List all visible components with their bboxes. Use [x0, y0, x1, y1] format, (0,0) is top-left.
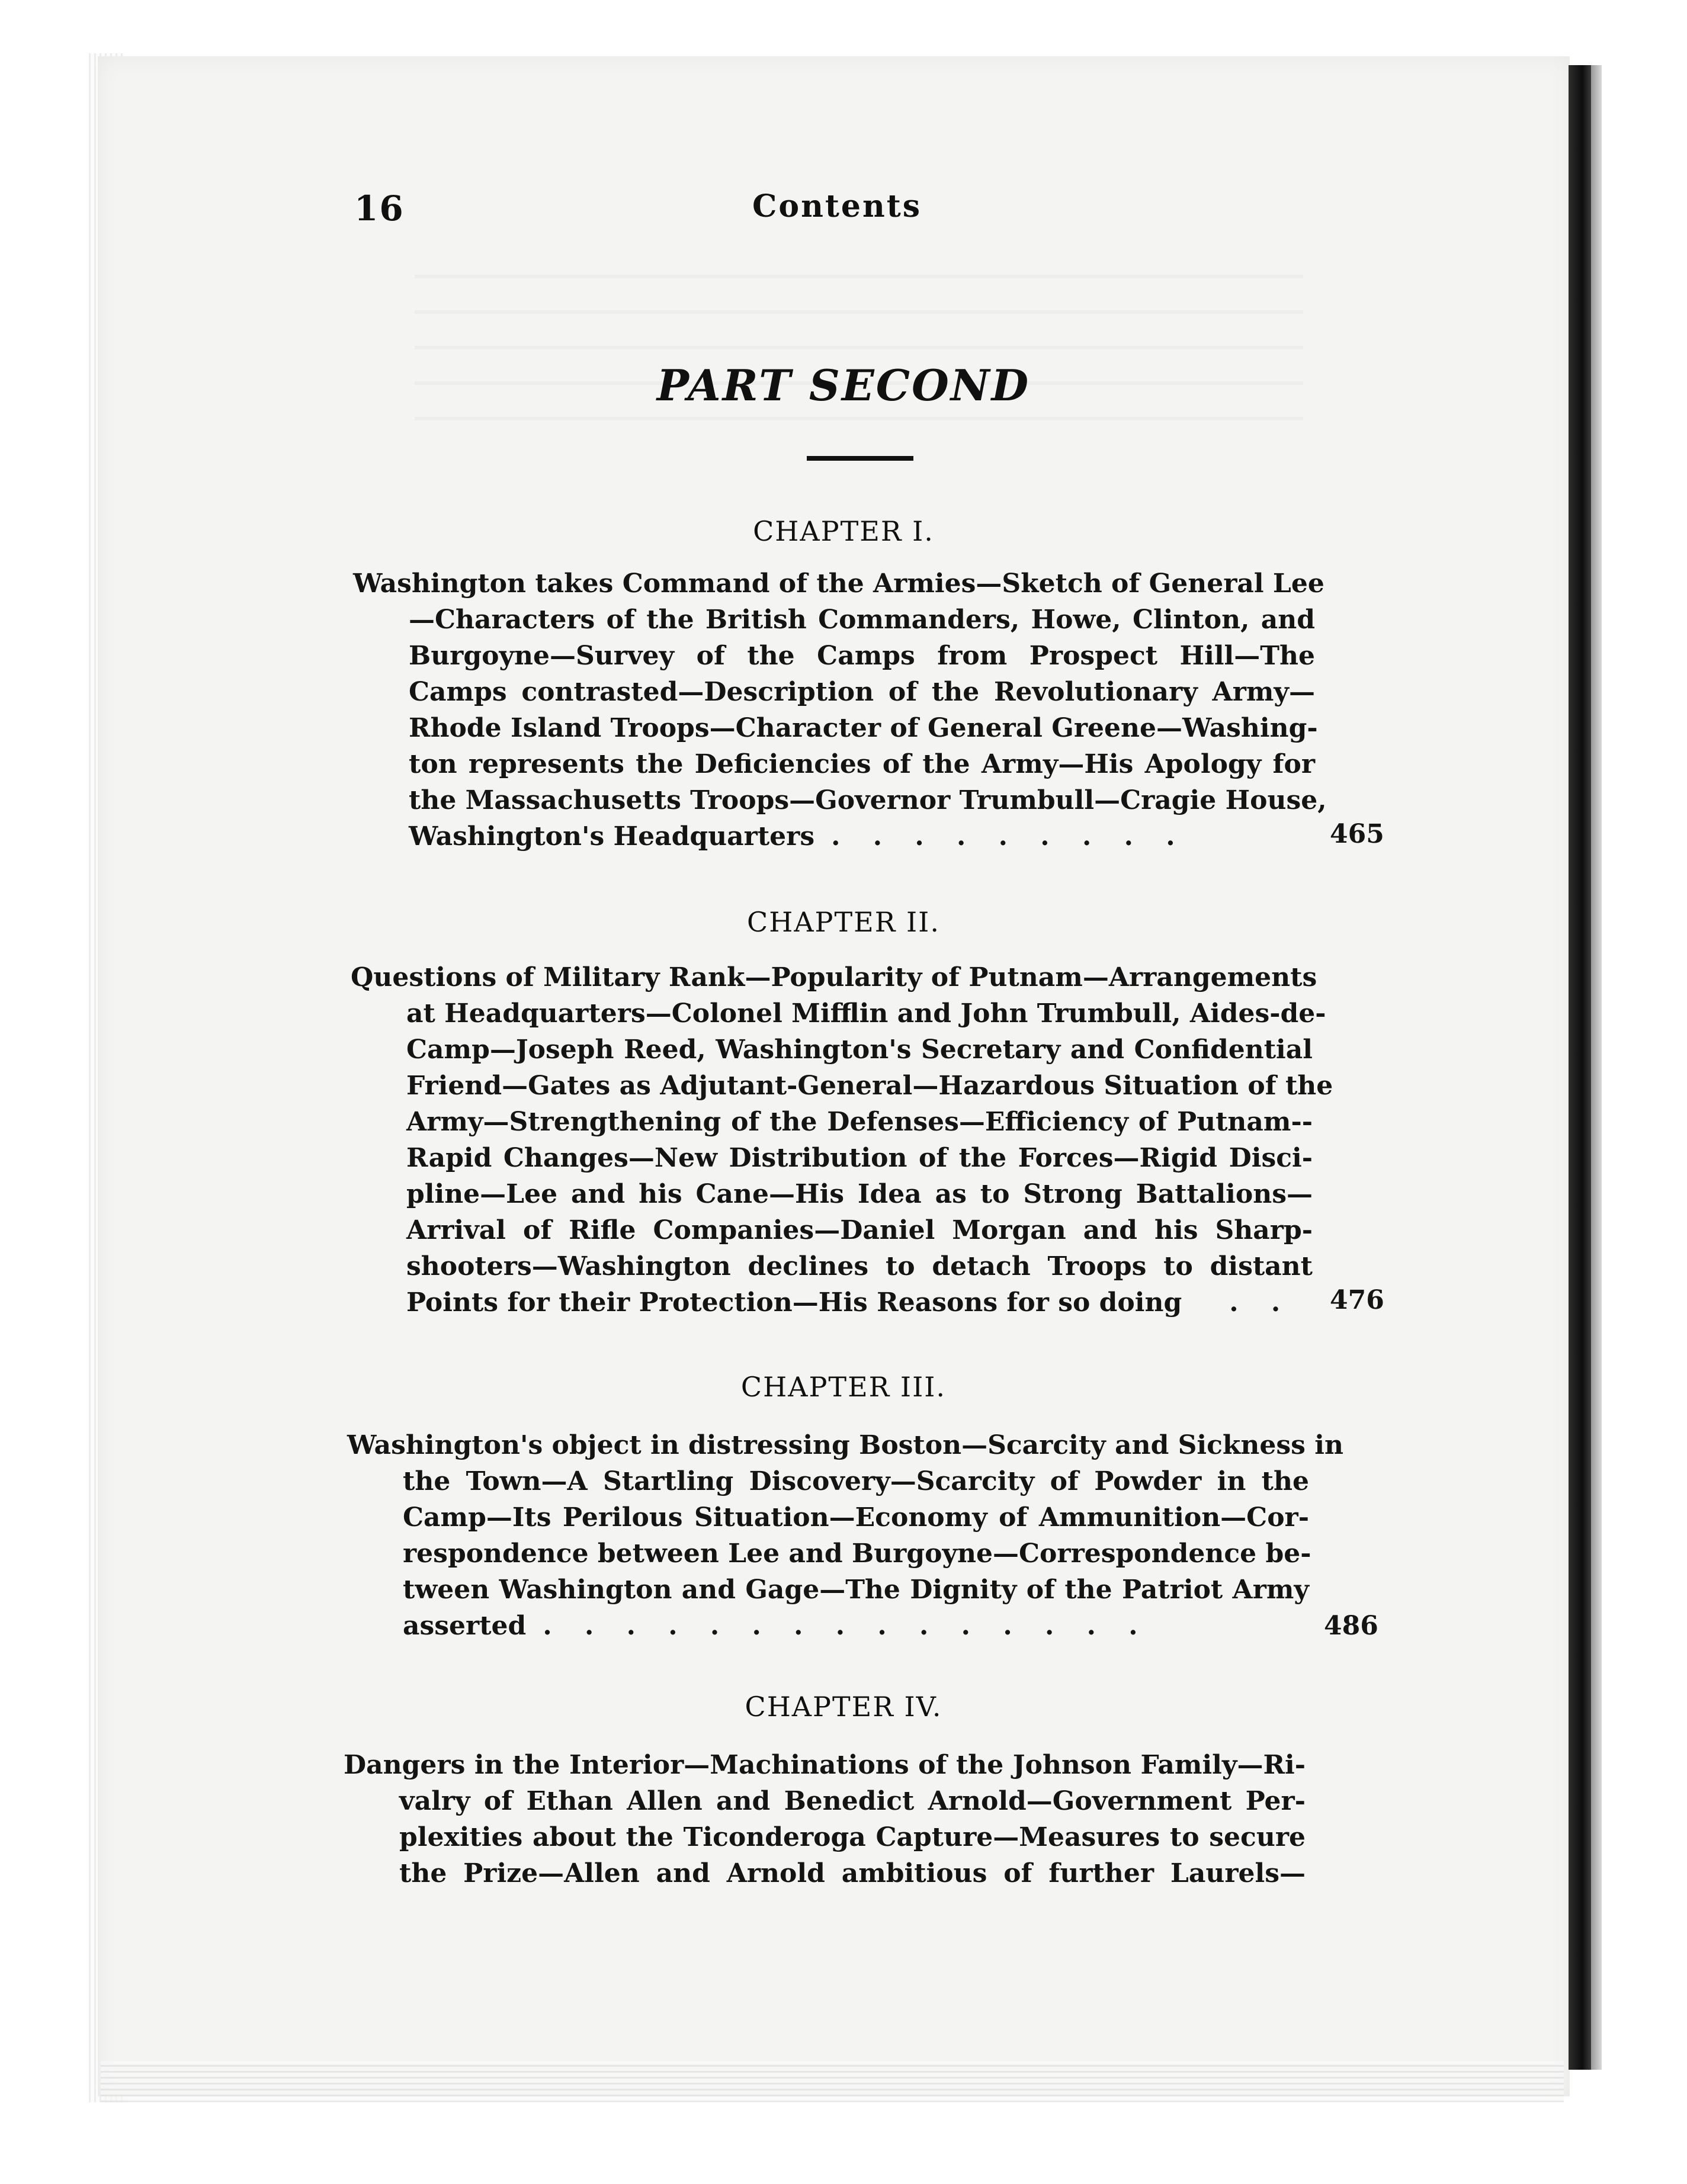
summary-line: Washington takes Command of the Armies—Sketch of General Lee	[353, 569, 1324, 599]
chapter-4-heading: CHAPTER IV.	[745, 1691, 942, 1723]
summary-line: Washington's Headquarters	[409, 821, 815, 852]
summary-line: at Headquarters—Colonel Mifflin and John Trumbull, Aides-de-	[406, 998, 1326, 1029]
summary-line: Army—Strengthening of the Defenses—Efficiency of Putnam--	[406, 1107, 1313, 1137]
summary-line: asserted	[403, 1611, 527, 1641]
summary-line: respondence between Lee and Burgoyne—Correspondence be-	[403, 1539, 1311, 1569]
summary-line: ton represents the Deficiencies of the Army—His Apology for	[409, 749, 1315, 779]
running-head: Contents	[752, 188, 922, 224]
chapter-3-heading: CHAPTER III.	[740, 1371, 947, 1403]
title-rule	[807, 456, 913, 461]
summary-line: the Massachusetts Troops—Governor Trumbull—Cragie House,	[409, 785, 1327, 815]
chapter-2-heading: CHAPTER II.	[747, 906, 940, 938]
chapter-2-page-ref: 476	[1330, 1285, 1384, 1315]
part-title: PART SECOND	[656, 360, 1031, 410]
summary-line: Camp—Its Perilous Situation—Economy of Ammunition—Cor-	[403, 1502, 1309, 1533]
chapter-2-summary	[351, 959, 1333, 1321]
summary-line: Camp—Joseph Reed, Washington's Secretary and Confidential	[406, 1035, 1313, 1065]
summary-line: —Characters of the British Commanders, Howe, Clinton, and	[409, 605, 1315, 635]
summary-line: Points for their Protection—His Reasons for so doing	[406, 1287, 1182, 1318]
summary-line: tween Washington and Gage—The Dignity of the Patriot Army	[403, 1575, 1309, 1605]
summary-line: Questions of Military Rank—Popularity of Putnam—Arrangements	[351, 962, 1317, 993]
summary-line: Rhode Island Troops—Character of General Greene—Washing-	[409, 713, 1318, 743]
summary-line: Dangers in the Interior—Machinations of the Johnson Family—Ri-	[344, 1750, 1306, 1780]
summary-line: Arrival of Rifle Companies—Daniel Morgan and his Sharp-	[406, 1215, 1313, 1245]
chapter-1-heading: CHAPTER I.	[753, 515, 934, 547]
summary-line: Friend—Gates as Adjutant-General—Hazardous Situation of the	[406, 1071, 1333, 1101]
summary-line: the Prize—Allen and Arnold ambitious of further Laurels—	[399, 1858, 1306, 1888]
dot-leader: . . . . . . . . .	[831, 821, 1187, 852]
chapter-1-page-ref: 465	[1330, 819, 1384, 849]
dot-leader: . .	[1229, 1287, 1292, 1318]
chapter-1-summary	[353, 566, 1327, 855]
chapter-4-summary	[344, 1747, 1306, 1891]
summary-line: plexities about the Ticonderoga Capture—Measures to secure	[399, 1822, 1306, 1852]
summary-line: Burgoyne—Survey of the Camps from Prospect Hill—The	[409, 641, 1315, 671]
summary-line: shooters—Washington declines to detach Troops to distant	[406, 1251, 1313, 1282]
summary-line: Washington's object in distressing Boston—Scarcity and Sickness in	[347, 1430, 1343, 1460]
summary-line: pline—Lee and his Cane—His Idea as to Strong Battalions—	[406, 1179, 1313, 1209]
summary-line: Rapid Changes—New Distribution of the Forces—Rigid Disci-	[406, 1143, 1313, 1173]
dot-leader: . . . . . . . . . . . . . . .	[543, 1611, 1150, 1641]
page-stack-bottom-edge	[101, 2061, 1564, 2102]
summary-line: valry of Ethan Allen and Benedict Arnold—Government Per-	[399, 1786, 1306, 1816]
chapter-3-page-ref: 486	[1324, 1611, 1378, 1641]
chapter-3-summary	[347, 1427, 1343, 1644]
page-number: 16	[354, 188, 405, 229]
summary-line: the Town—A Startling Discovery—Scarcity of Powder in the	[403, 1466, 1309, 1496]
summary-line: Camps contrasted—Description of the Revolutionary Army—	[409, 677, 1315, 707]
